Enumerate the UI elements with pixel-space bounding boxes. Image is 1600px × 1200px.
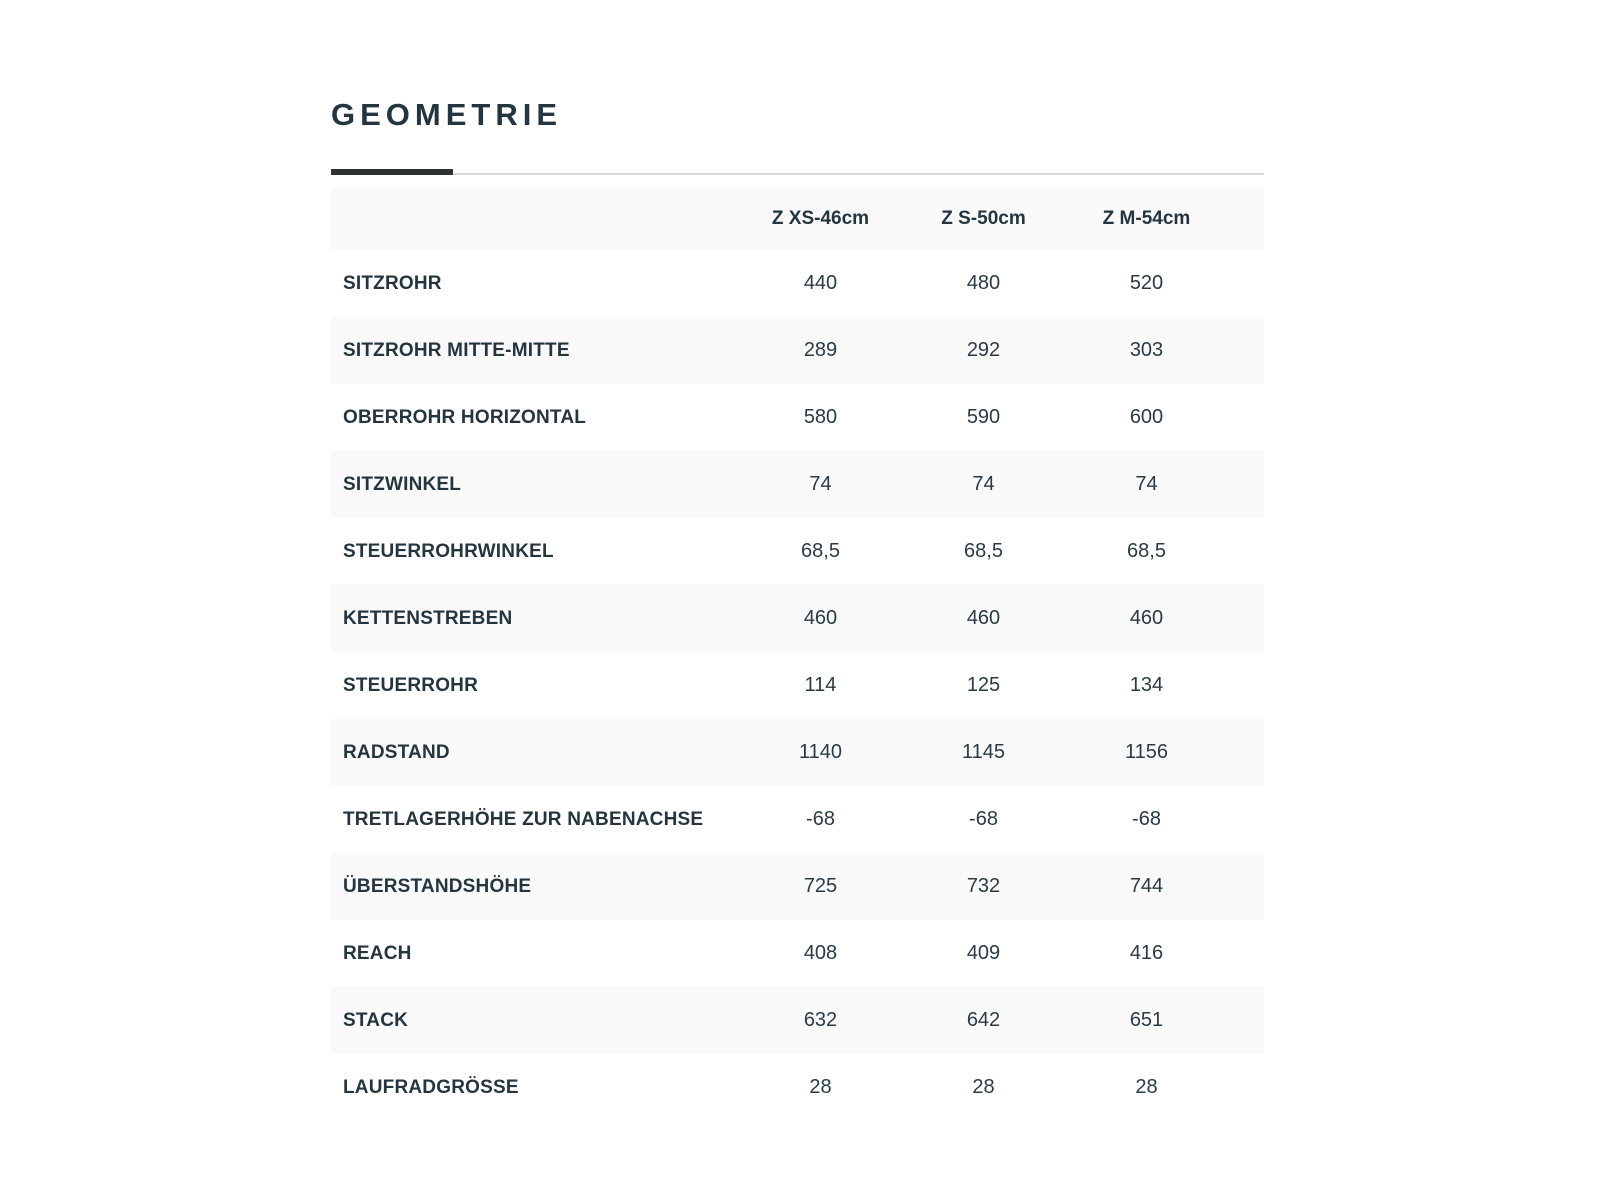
row-spacer-cell: [1228, 250, 1264, 317]
table-row: [331, 518, 1264, 585]
row-value: 68,5: [1127, 540, 1166, 562]
title-rule-line: [331, 173, 1264, 175]
row-value: 642: [966, 1009, 1001, 1031]
row-value: 68,5: [964, 540, 1003, 562]
column-header-size-m: Z M-54cm: [1102, 208, 1191, 229]
geometry-table: [331, 188, 1264, 1121]
row-value: -68: [1132, 808, 1161, 830]
row-value: 28: [1135, 1076, 1158, 1098]
row-value: 1145: [961, 741, 1005, 763]
row-spacer-cell: [1228, 384, 1264, 451]
row-value: 580: [803, 406, 838, 428]
row-value: 1140: [798, 741, 842, 763]
row-value: -68: [806, 808, 835, 830]
table-header-row: [331, 188, 1264, 250]
row-spacer-cell: [1228, 652, 1264, 719]
row-value: 651: [1129, 1009, 1164, 1031]
row-label: REACH: [343, 942, 412, 964]
row-spacer-cell: [1228, 317, 1264, 384]
row-value: 134: [1129, 674, 1164, 696]
table-row: [331, 920, 1264, 987]
row-value: 600: [1129, 406, 1164, 428]
row-value: 292: [966, 339, 1001, 361]
row-spacer-cell: [1228, 719, 1264, 786]
table-row: [331, 853, 1264, 920]
table-row: [331, 786, 1264, 853]
row-spacer-cell: [1228, 451, 1264, 518]
row-spacer-cell: [1228, 853, 1264, 920]
row-value: 460: [1129, 607, 1164, 629]
row-label: RADSTAND: [343, 741, 450, 763]
row-value: 1156: [1124, 741, 1168, 763]
column-header-size-xs: Z XS-46cm: [771, 208, 870, 229]
row-label: SITZWINKEL: [343, 473, 462, 495]
row-value: 28: [809, 1076, 832, 1098]
geometry-section: [331, 96, 1264, 1121]
row-value: 74: [1135, 473, 1158, 495]
title-rule-accent: [331, 169, 453, 175]
table-row: [331, 987, 1264, 1054]
table-row: [331, 250, 1264, 317]
section-title: GEOMETRIE: [331, 97, 563, 132]
row-label: KETTENSTREBEN: [343, 607, 513, 629]
geometry-table-body: [331, 250, 1264, 1121]
row-value: 725: [803, 875, 838, 897]
row-value: -68: [969, 808, 998, 830]
row-value: 632: [803, 1009, 838, 1031]
title-rule: [331, 169, 1264, 175]
row-value: 460: [966, 607, 1001, 629]
table-row: [331, 719, 1264, 786]
row-value: 480: [966, 272, 1001, 294]
row-spacer-cell: [1228, 920, 1264, 987]
row-label: OBERROHR HORIZONTAL: [343, 406, 587, 428]
row-value: 114: [804, 674, 837, 696]
row-label: STEUERROHR: [343, 674, 479, 696]
row-spacer-cell: [1228, 786, 1264, 853]
row-value: 732: [966, 875, 1001, 897]
row-value: 409: [966, 942, 1001, 964]
row-label: LAUFRADGRÖSSE: [343, 1076, 519, 1098]
row-value: 125: [966, 674, 1001, 696]
row-value: 460: [803, 607, 838, 629]
column-header-size-s: Z S-50cm: [941, 208, 1026, 229]
row-label: SITZROHR: [343, 272, 442, 294]
row-value: 289: [803, 339, 838, 361]
row-label: ÜBERSTANDSHÖHE: [343, 875, 532, 897]
row-label: STACK: [343, 1009, 409, 1031]
header-spacer-cell: [1228, 188, 1264, 250]
table-row: [331, 451, 1264, 518]
table-row: [331, 384, 1264, 451]
row-value: 520: [1129, 272, 1164, 294]
row-value: 440: [803, 272, 838, 294]
row-value: 303: [1129, 339, 1164, 361]
table-row: [331, 652, 1264, 719]
row-value: 68,5: [801, 540, 840, 562]
row-value: 416: [1129, 942, 1164, 964]
row-spacer-cell: [1228, 585, 1264, 652]
row-value: 28: [972, 1076, 995, 1098]
table-row: [331, 585, 1264, 652]
header-empty-cell: [331, 188, 739, 250]
row-value: 744: [1129, 875, 1164, 897]
row-spacer-cell: [1228, 518, 1264, 585]
row-value: 408: [803, 942, 838, 964]
row-label: STEUERROHRWINKEL: [343, 540, 554, 562]
row-spacer-cell: [1228, 987, 1264, 1054]
row-value: 74: [809, 473, 832, 495]
row-value: 590: [966, 406, 1001, 428]
row-value: 74: [972, 473, 995, 495]
row-label: SITZROHR MITTE-MITTE: [343, 339, 570, 361]
row-label: TRETLAGERHÖHE ZUR NABENACHSE: [343, 808, 704, 830]
table-row: [331, 1054, 1264, 1121]
table-row: [331, 317, 1264, 384]
row-spacer-cell: [1228, 1054, 1264, 1121]
